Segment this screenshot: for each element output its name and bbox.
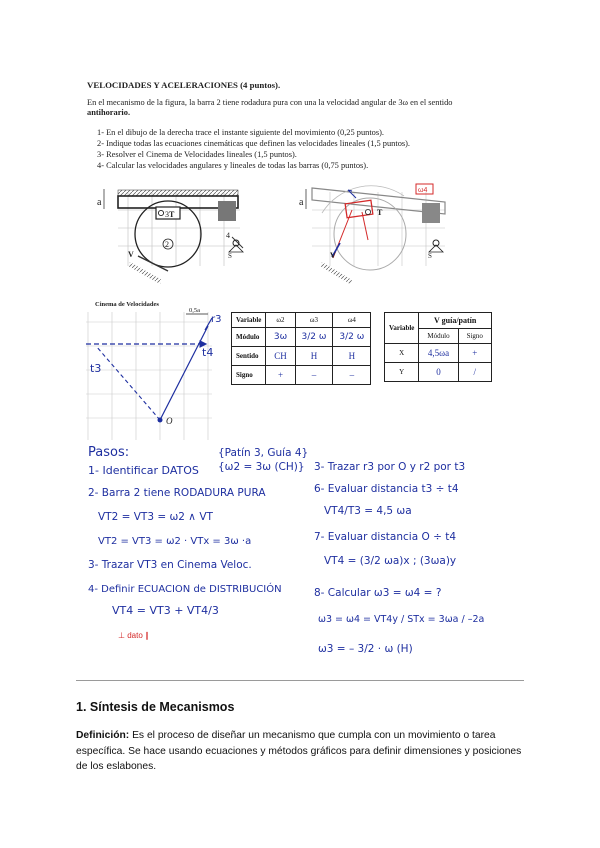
note-right-2: VT4/T3 = 4,5 ωa xyxy=(324,505,412,517)
note-right-7: ω3 = – 3/2 · ω (H) xyxy=(318,643,413,655)
t2-x-signo: + xyxy=(458,344,491,363)
t2-y-modulo: 0 xyxy=(419,363,458,382)
problem-item-2: 2- Indique todas las ecuaciones cinemáticas que definen las velocidades lineales (1,5 puntos). xyxy=(97,139,411,148)
t1-row-signo-label: Signo xyxy=(232,366,266,385)
note-left-8: 4- Definir ECUACION de DISTRIBUCIÓN xyxy=(88,584,282,595)
note-left-3: 1- Identificar DATOS xyxy=(88,464,199,477)
dim-label-a-left: a xyxy=(97,197,102,208)
note-left-4: 2- Barra 2 tiene RODADURA PURA xyxy=(88,487,266,499)
label-T-right: T xyxy=(377,208,383,217)
t1-modulo-w2: 3ω xyxy=(266,328,295,347)
problem-title: VELOCIDADES Y ACELERACIONES (4 puntos). xyxy=(87,80,281,90)
definition-label: Definición: xyxy=(76,730,130,741)
t1-signo-w3: – xyxy=(295,366,333,385)
t2-y-signo: / xyxy=(458,363,491,382)
t2-row-x-label: X xyxy=(385,344,419,363)
label-S-right: S xyxy=(428,252,432,260)
t1-head-w3: ω3 xyxy=(295,313,333,328)
definition-paragraph xyxy=(76,728,526,775)
angular-velocity-table xyxy=(231,312,371,385)
t1-sentido-w3: H xyxy=(295,347,333,366)
label-2-left: 2 xyxy=(165,240,169,249)
t2-head-variable: Variable xyxy=(385,313,419,344)
right-mechanism-drawing xyxy=(306,184,445,284)
note-left-0: Pasos: xyxy=(88,445,130,460)
note-left-9: VT4 = VT3 + VT4/3 xyxy=(112,604,219,617)
label-V-left: V xyxy=(128,250,134,259)
t1-row-modulo-label: Módulo xyxy=(232,328,266,347)
t1-sentido-w4: H xyxy=(333,347,371,366)
t1-head-variable: Variable xyxy=(232,313,266,328)
note-left-10: ⊥ dato ∥ xyxy=(118,631,149,640)
note-right-4: VT4 = (3/2 ωa)x ; (3ωa)y xyxy=(324,555,457,567)
note-right-3: 7- Evaluar distancia O ÷ t4 xyxy=(314,531,457,543)
label-w4-right: ω4 xyxy=(418,187,428,194)
problem-item-3: 3- Resolver el Cinema de Velocidades lineales (1,5 puntos). xyxy=(97,150,297,159)
handwritten-notes xyxy=(88,445,484,655)
definition-text: Es el proceso de diseñar un mecanismo que cumpla con un movimiento o tarea específica. Se hace usando ecuaciones y métodos gráficos para definir dimensiones y posiciones de los eslabones. xyxy=(76,730,522,772)
note-right-0: 3- Trazar r3 por O y r2 por t3 xyxy=(314,461,466,473)
t1-modulo-w3: 3/2 ω xyxy=(295,328,333,347)
t2-x-modulo: 4,5ωa xyxy=(419,344,458,363)
left-mechanism-drawing xyxy=(104,189,243,284)
cinema-r3-label: r3 xyxy=(211,314,222,325)
t2-head-modulo: Módulo xyxy=(419,329,458,344)
cinema-scale: 0,5a xyxy=(189,307,201,314)
cinema-t4-label: t4 xyxy=(202,346,214,359)
t1-signo-w2: + xyxy=(266,366,295,385)
t1-modulo-w4: 3/2 ω xyxy=(333,328,371,347)
note-right-6: ω3 = ω4 = VT4y / STx = 3ωa / –2a xyxy=(318,614,485,625)
note-left-2: {ω2 = 3ω (CH)} xyxy=(218,461,305,473)
label-4-left: 4 xyxy=(226,231,230,240)
label-3-left: 3 xyxy=(165,210,169,219)
velocity-cinema-diagram xyxy=(86,312,212,440)
cinema-title: Cinema de Velocidades xyxy=(95,301,159,308)
section-title: 1. Síntesis de Mecanismos xyxy=(76,700,235,714)
note-left-5: VT2 = VT3 = ω2 ∧ VT xyxy=(98,511,213,523)
slider-velocity-table xyxy=(384,312,492,382)
t1-sentido-w2: CH xyxy=(266,347,295,366)
note-right-5: 8- Calcular ω3 = ω4 = ? xyxy=(314,587,442,599)
note-left-1: {Patín 3, Guía 4} xyxy=(218,447,309,459)
cinema-t3-label: t3 xyxy=(90,362,102,375)
t2-head-signo: Signo xyxy=(458,329,491,344)
t1-signo-w4: – xyxy=(333,366,371,385)
problem-intro-line1: En el mecanismo de la figura, la barra 2 tiene rodadura pura con una la velocidad angular de 3ω en el sentido xyxy=(87,98,453,107)
note-left-7: 3- Trazar VT3 en Cinema Veloc. xyxy=(88,559,252,571)
label-S-left: S xyxy=(228,252,232,260)
label-T-left: T xyxy=(169,210,175,219)
problem-item-4: 4- Calcular las velocidades angulares y lineales de todas las barras (0,75 puntos). xyxy=(97,161,369,170)
t1-head-w2: ω2 xyxy=(266,313,295,328)
cinema-origin-label: O xyxy=(166,416,173,426)
problem-intro-line2: antihorario. xyxy=(87,108,131,117)
problem-item-1: 1- En el dibujo de la derecha trace el instante siguiente del movimiento (0,25 puntos). xyxy=(97,128,384,137)
t1-head-w4: ω4 xyxy=(333,313,371,328)
section-divider xyxy=(76,680,524,681)
dim-label-a-right: a xyxy=(299,197,304,208)
t2-head-group: V guía/patín xyxy=(419,313,492,329)
note-left-6: VT2 = VT3 = ω2 · VTx = 3ω ·a xyxy=(98,536,252,547)
note-right-1: 6- Evaluar distancia t3 ÷ t4 xyxy=(314,483,459,495)
label-V-right: V xyxy=(330,251,336,260)
t2-row-y-label: Y xyxy=(385,363,419,382)
t1-row-sentido-label: Sentido xyxy=(232,347,266,366)
